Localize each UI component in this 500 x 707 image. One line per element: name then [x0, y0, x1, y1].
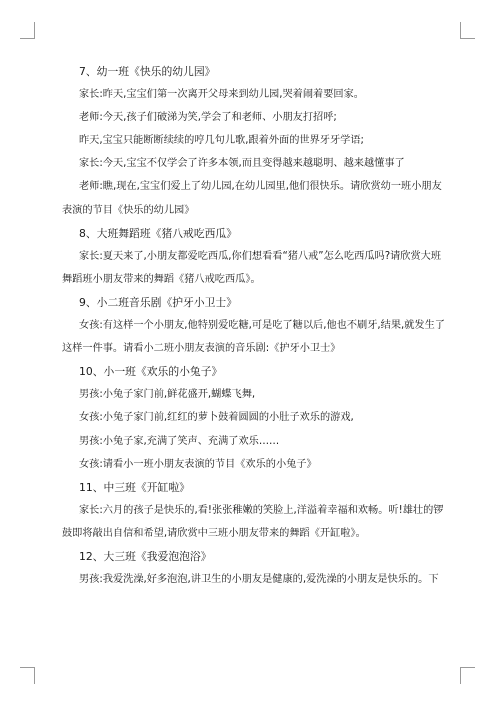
crop-mark-top-right: [460, 22, 475, 39]
paragraph: 女孩:小兔子家门前,红红的萝卜鼓着圆圆的小肚子欢乐的游戏,: [79, 412, 354, 424]
section-heading-7: 7、幼一班《快乐的幼儿园》: [79, 65, 216, 78]
paragraph: 家长:六月的孩子是快乐的,看!张张稚嫩的笑脸上,洋溢着幸福和欢畅。听!雄壮的锣鼓即将敲出自信和希望,请欣赏中三班小朋友带来的舞蹈《开缸啦》。: [62, 504, 444, 539]
paragraph: 女孩:请看小一班小朋友表演的节目《欢乐的小兔子》: [79, 458, 317, 470]
paragraph: 男孩:我爱洗澡,好多泡泡,讲卫生的小朋友是健康的,爱洗澡的小朋友是快乐的。下: [79, 574, 439, 586]
crop-mark-bottom-right: [460, 667, 475, 684]
section-heading-9: 9、小二班音乐剧《护牙小卫士》: [79, 295, 238, 309]
section-heading-11: 11、中三班《开缸啦》: [79, 480, 190, 494]
paragraph: 女孩:有这样一个小朋友,他特别爱吃糖,可是吃了糖以后,他也不刷牙,结果,就发生了这样一件事。请看小二班小朋友表演的音乐剧:《护牙小卫士》: [62, 320, 445, 355]
paragraph: 男孩:小兔子家门前,鲜花盛开,蝴蝶飞舞,: [79, 389, 256, 401]
crop-mark-bottom-left: [20, 667, 35, 684]
crop-mark-top-left: [20, 22, 35, 39]
paragraph: 老师:今天,孩子们破涕为笑,学会了和老师、小朋友打招呼;: [79, 112, 337, 124]
paragraph: 家长:昨天,宝宝们第一次离开父母来到幼儿园,哭着闹着要回家。: [79, 89, 364, 101]
paragraph: 昨天,宝宝只能断断续续的哼几句儿歌,跟着外面的世界牙牙学语;: [79, 135, 364, 147]
paragraph: 家长:夏天来了,小朋友都爱吃西瓜,你们想看看“猪八戒”怎么吃西瓜吗?请欣赏大班舞蹈班小朋友带来的舞蹈《猪八戒吃西瓜》。: [62, 250, 442, 285]
section-heading-8: 8、大班舞蹈班《猪八戒吃西瓜》: [79, 226, 238, 240]
document-body: [62, 60, 447, 591]
paragraph: 家长:今天,宝宝不仅学会了许多本领,而且变得越来越聪明、越来越懂事了: [79, 158, 405, 170]
paragraph: 老师:瞧,现在,宝宝们爱上了幼儿园,在幼儿园里,他们很快乐。请欣赏幼一班小朋友表演的节目《快乐的幼儿园》: [62, 181, 442, 216]
paragraph: 男孩:小兔子家,充满了笑声、充满了欢乐……: [79, 435, 280, 447]
section-heading-10: 10、小一班《欢乐的小兔子》: [79, 365, 223, 379]
section-heading-12: 12、大三班《我爱泡泡浴》: [79, 549, 212, 563]
